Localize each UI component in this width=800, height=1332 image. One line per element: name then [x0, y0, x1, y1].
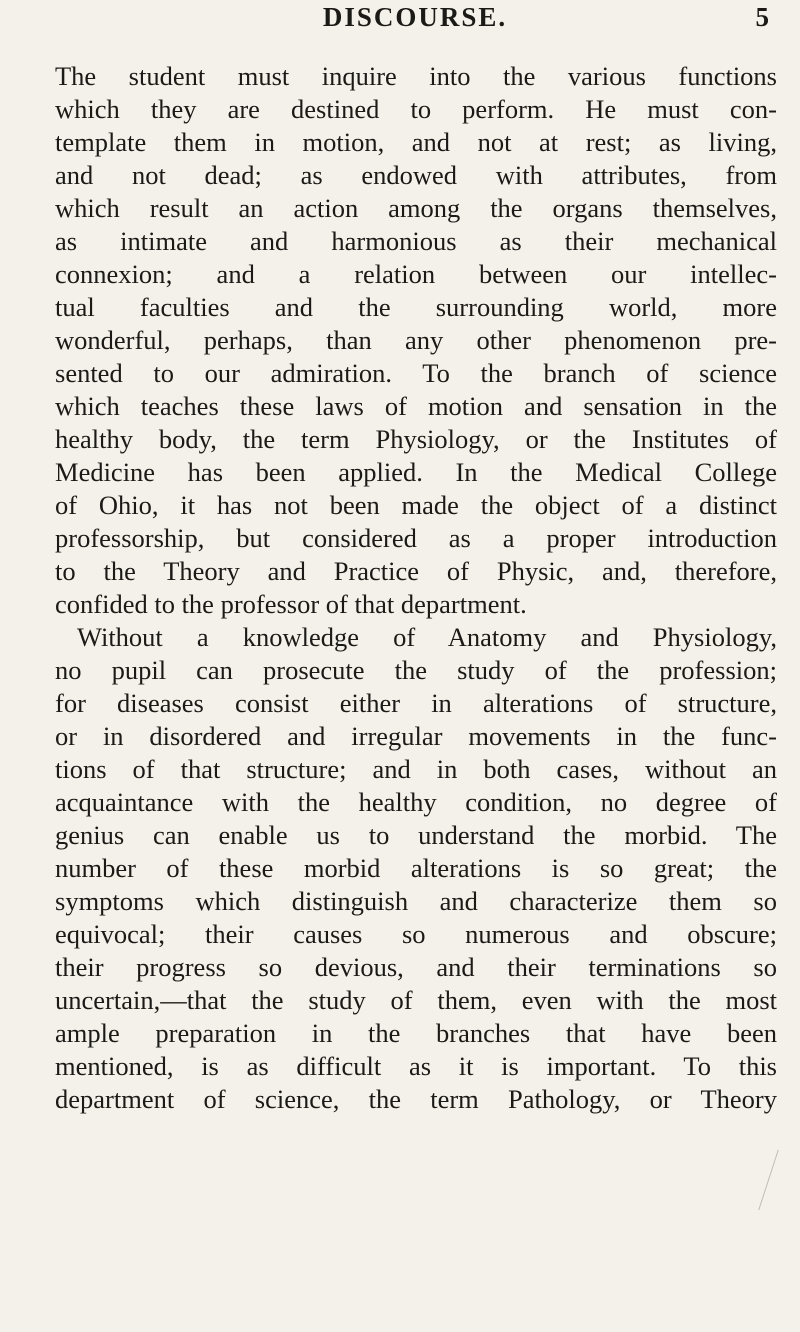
text-line: template them in motion, and not at rest; as living, [55, 127, 777, 157]
text-line: genius can enable us to understand the morbid. The [55, 820, 777, 850]
text-line: equivocal; their causes so numerous and obscure; [55, 919, 777, 949]
text-line: ample preparation in the branches that have been [55, 1018, 777, 1048]
running-title: DISCOURSE. [322, 2, 508, 32]
margin-mark [758, 1150, 790, 1210]
text-line: healthy body, the term Physiology, or the Institutes of [55, 424, 777, 454]
text-line: professorship, but considered as a proper introduction [55, 523, 777, 553]
text-line: The student must inquire into the various functions [55, 61, 777, 91]
text-line: which result an action among the organs themselves, [55, 193, 777, 223]
running-head [55, 2, 775, 32]
text-line: tions of that structure; and in both cases, without an [55, 754, 777, 784]
text-line: symptoms which distinguish and characterize them so [55, 886, 777, 916]
text-line: sented to our admiration. To the branch of science [55, 358, 777, 388]
text-line: no pupil can prosecute the study of the profession; [55, 655, 777, 685]
text-line: confided to the professor of that department. [55, 589, 527, 619]
text-line: uncertain,—that the study of them, even with the most [55, 985, 777, 1015]
text-line: tual faculties and the surrounding world, more [55, 292, 777, 322]
text-line: number of these morbid alterations is so great; the [55, 853, 777, 883]
text-line: which teaches these laws of motion and sensation in the [55, 391, 777, 421]
text-line: department of science, the term Pathology, or Theory [55, 1084, 777, 1114]
text-line: as intimate and harmonious as their mechanical [55, 226, 777, 256]
text-line: Medicine has been applied. In the Medical College [55, 457, 777, 487]
text-line: for diseases consist either in alterations of structure, [55, 688, 777, 718]
page-number: 5 [755, 2, 769, 32]
text-line: connexion; and a relation between our intellec- [55, 259, 777, 289]
text-line: acquaintance with the healthy condition, no degree of [55, 787, 777, 817]
paragraph-start-line: Without a knowledge of Anatomy and Physiology, [77, 622, 777, 652]
text-line: their progress so devious, and their terminations so [55, 952, 777, 982]
text-line: to the Theory and Practice of Physic, and, therefore, [55, 556, 777, 586]
text-line: or in disordered and irregular movements in the func- [55, 721, 777, 751]
body-text [55, 60, 777, 1116]
text-line: mentioned, is as difficult as it is important. To this [55, 1051, 777, 1081]
text-line: which they are destined to perform. He must con- [55, 94, 777, 124]
text-line: wonderful, perhaps, than any other phenomenon pre- [55, 325, 777, 355]
text-line: and not dead; as endowed with attributes, from [55, 160, 777, 190]
text-line: of Ohio, it has not been made the object of a distinct [55, 490, 777, 520]
